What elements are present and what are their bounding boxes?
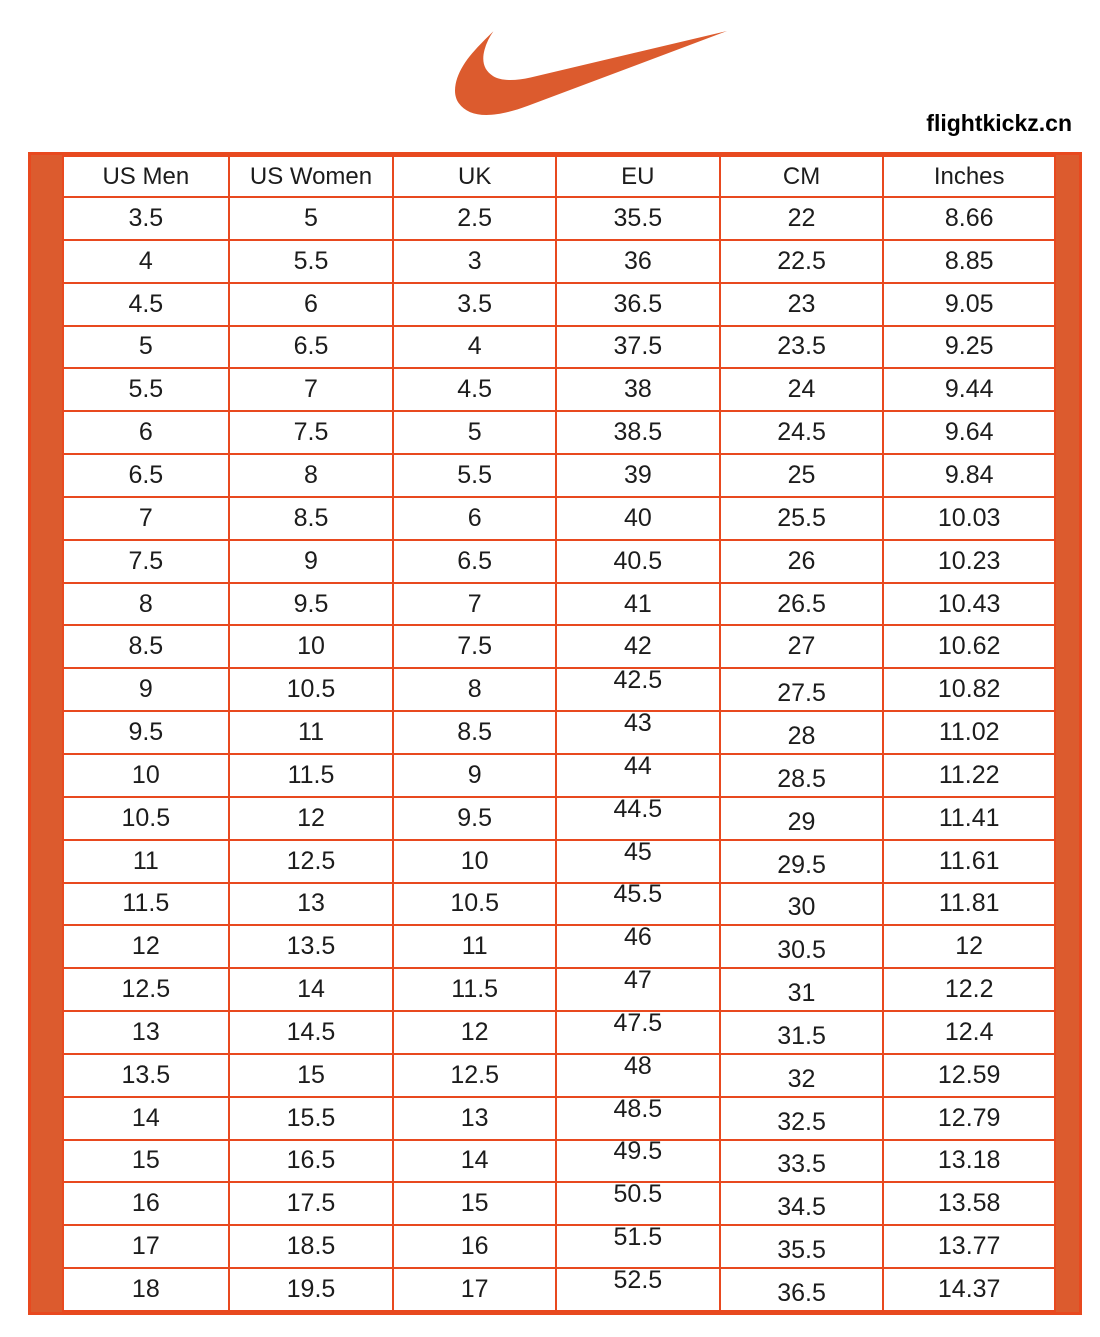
table-row bbox=[63, 925, 1055, 968]
site-watermark: flightkickz.cn bbox=[926, 110, 1072, 136]
size-cell: 11.5 bbox=[229, 754, 394, 797]
size-cell: 15 bbox=[229, 1054, 394, 1097]
size-cell: 8 bbox=[393, 668, 556, 711]
size-cell: 28 bbox=[720, 711, 884, 754]
size-cell: 17 bbox=[63, 1225, 229, 1268]
size-cell: 31.5 bbox=[720, 1011, 884, 1054]
size-cell: 9.5 bbox=[393, 797, 556, 840]
size-cell: 3.5 bbox=[393, 283, 556, 326]
size-cell: 13.58 bbox=[883, 1182, 1055, 1225]
size-cell: 9.44 bbox=[883, 368, 1055, 411]
size-cell: 14 bbox=[229, 968, 394, 1011]
size-cell: 11.81 bbox=[883, 883, 1055, 926]
size-cell: 26.5 bbox=[720, 583, 884, 626]
size-cell: 9 bbox=[229, 540, 394, 583]
nike-swoosh-icon bbox=[455, 28, 727, 120]
size-cell: 36 bbox=[556, 240, 720, 283]
size-cell: 3.5 bbox=[63, 197, 229, 240]
size-cell: 9.05 bbox=[883, 283, 1055, 326]
size-cell: 6.5 bbox=[63, 454, 229, 497]
size-cell: 15.5 bbox=[229, 1097, 394, 1140]
size-cell: 35.5 bbox=[556, 197, 720, 240]
size-cell: 31 bbox=[720, 968, 884, 1011]
size-cell: 10 bbox=[63, 754, 229, 797]
size-conversion-table bbox=[62, 155, 1056, 1312]
size-cell: 12 bbox=[63, 925, 229, 968]
size-cell: 44.5 bbox=[556, 797, 720, 840]
size-cell: 12.79 bbox=[883, 1097, 1055, 1140]
table-row bbox=[63, 1268, 1055, 1311]
size-cell: 30 bbox=[720, 883, 884, 926]
size-cell: 38 bbox=[556, 368, 720, 411]
table-row bbox=[63, 454, 1055, 497]
size-cell: 43 bbox=[556, 711, 720, 754]
size-cell: 11.61 bbox=[883, 840, 1055, 883]
column-header-inches: Inches bbox=[883, 156, 1055, 197]
size-cell: 17.5 bbox=[229, 1182, 394, 1225]
size-cell: 5.5 bbox=[63, 368, 229, 411]
column-header-us-men: US Men bbox=[63, 156, 229, 197]
size-cell: 52.5 bbox=[556, 1268, 720, 1311]
size-cell: 9.64 bbox=[883, 411, 1055, 454]
size-cell: 5.5 bbox=[229, 240, 394, 283]
size-cell: 10 bbox=[393, 840, 556, 883]
table-row bbox=[63, 968, 1055, 1011]
table-header bbox=[63, 156, 1055, 197]
size-cell: 7.5 bbox=[393, 625, 556, 668]
size-cell: 6.5 bbox=[229, 326, 394, 369]
table-row bbox=[63, 1011, 1055, 1054]
table-row bbox=[63, 797, 1055, 840]
size-cell: 44 bbox=[556, 754, 720, 797]
table-body bbox=[63, 197, 1055, 1311]
table-row bbox=[63, 1182, 1055, 1225]
table-row bbox=[63, 711, 1055, 754]
column-header-eu: EU bbox=[556, 156, 720, 197]
size-cell: 41 bbox=[556, 583, 720, 626]
table-row bbox=[63, 668, 1055, 711]
size-cell: 6.5 bbox=[393, 540, 556, 583]
size-cell: 11.5 bbox=[393, 968, 556, 1011]
size-cell: 42.5 bbox=[556, 668, 720, 711]
table-row bbox=[63, 1140, 1055, 1183]
table-row bbox=[63, 625, 1055, 668]
size-cell: 14 bbox=[393, 1140, 556, 1183]
table-row bbox=[63, 1097, 1055, 1140]
size-cell: 7 bbox=[229, 368, 394, 411]
size-cell: 11 bbox=[229, 711, 394, 754]
size-cell: 38.5 bbox=[556, 411, 720, 454]
size-cell: 22 bbox=[720, 197, 884, 240]
size-cell: 9.5 bbox=[229, 583, 394, 626]
size-cell: 11.02 bbox=[883, 711, 1055, 754]
size-cell: 14.5 bbox=[229, 1011, 394, 1054]
size-cell: 42 bbox=[556, 625, 720, 668]
size-cell: 16.5 bbox=[229, 1140, 394, 1183]
size-cell: 45 bbox=[556, 840, 720, 883]
size-cell: 35.5 bbox=[720, 1225, 884, 1268]
size-cell: 8.66 bbox=[883, 197, 1055, 240]
size-cell: 7 bbox=[393, 583, 556, 626]
size-cell: 5 bbox=[63, 326, 229, 369]
size-cell: 12.5 bbox=[393, 1054, 556, 1097]
table-row bbox=[63, 883, 1055, 926]
size-cell: 8.5 bbox=[63, 625, 229, 668]
table-row bbox=[63, 540, 1055, 583]
size-cell: 13.77 bbox=[883, 1225, 1055, 1268]
size-cell: 19.5 bbox=[229, 1268, 394, 1311]
left-accent-bar bbox=[31, 155, 62, 1312]
size-cell: 25 bbox=[720, 454, 884, 497]
table-row bbox=[63, 754, 1055, 797]
size-cell: 4.5 bbox=[63, 283, 229, 326]
size-cell: 12.5 bbox=[63, 968, 229, 1011]
size-cell: 51.5 bbox=[556, 1225, 720, 1268]
size-cell: 12 bbox=[883, 925, 1055, 968]
size-cell: 12 bbox=[229, 797, 394, 840]
size-cell: 15 bbox=[63, 1140, 229, 1183]
table-row bbox=[63, 583, 1055, 626]
size-cell: 5 bbox=[393, 411, 556, 454]
size-cell: 13 bbox=[229, 883, 394, 926]
size-cell: 8.5 bbox=[229, 497, 394, 540]
size-cell: 24.5 bbox=[720, 411, 884, 454]
column-header-uk: UK bbox=[393, 156, 556, 197]
size-cell: 6 bbox=[63, 411, 229, 454]
size-cell: 7.5 bbox=[229, 411, 394, 454]
size-cell: 9.25 bbox=[883, 326, 1055, 369]
size-cell: 4 bbox=[393, 326, 556, 369]
header-row bbox=[63, 156, 1055, 197]
size-cell: 40.5 bbox=[556, 540, 720, 583]
size-cell: 34.5 bbox=[720, 1182, 884, 1225]
right-accent-bar bbox=[1056, 155, 1079, 1312]
size-cell: 10.5 bbox=[393, 883, 556, 926]
size-cell: 30.5 bbox=[720, 925, 884, 968]
table-row bbox=[63, 326, 1055, 369]
size-cell: 12.5 bbox=[229, 840, 394, 883]
size-cell: 16 bbox=[393, 1225, 556, 1268]
size-cell: 8.85 bbox=[883, 240, 1055, 283]
column-header-cm: CM bbox=[720, 156, 884, 197]
size-cell: 47 bbox=[556, 968, 720, 1011]
size-cell: 2.5 bbox=[393, 197, 556, 240]
size-cell: 10.43 bbox=[883, 583, 1055, 626]
size-cell: 5 bbox=[229, 197, 394, 240]
size-cell: 37.5 bbox=[556, 326, 720, 369]
table-row bbox=[63, 497, 1055, 540]
size-cell: 8.5 bbox=[393, 711, 556, 754]
size-cell: 4.5 bbox=[393, 368, 556, 411]
size-cell: 36.5 bbox=[556, 283, 720, 326]
size-cell: 40 bbox=[556, 497, 720, 540]
size-cell: 4 bbox=[63, 240, 229, 283]
size-cell: 45.5 bbox=[556, 883, 720, 926]
size-cell: 12.2 bbox=[883, 968, 1055, 1011]
table-row bbox=[63, 840, 1055, 883]
size-cell: 26 bbox=[720, 540, 884, 583]
size-cell: 11 bbox=[63, 840, 229, 883]
size-cell: 24 bbox=[720, 368, 884, 411]
size-cell: 10.03 bbox=[883, 497, 1055, 540]
size-cell: 27.5 bbox=[720, 668, 884, 711]
size-cell: 8 bbox=[229, 454, 394, 497]
size-cell: 28.5 bbox=[720, 754, 884, 797]
size-cell: 50.5 bbox=[556, 1182, 720, 1225]
size-chart-frame bbox=[28, 152, 1082, 1315]
size-cell: 13 bbox=[63, 1011, 229, 1054]
size-cell: 9.5 bbox=[63, 711, 229, 754]
size-cell: 10.5 bbox=[229, 668, 394, 711]
size-cell: 18 bbox=[63, 1268, 229, 1311]
table-row bbox=[63, 1054, 1055, 1097]
size-cell: 23.5 bbox=[720, 326, 884, 369]
size-cell: 13.18 bbox=[883, 1140, 1055, 1183]
size-cell: 6 bbox=[393, 497, 556, 540]
size-cell: 12 bbox=[393, 1011, 556, 1054]
size-cell: 7.5 bbox=[63, 540, 229, 583]
size-cell: 23 bbox=[720, 283, 884, 326]
size-cell: 11.5 bbox=[63, 883, 229, 926]
size-cell: 9.84 bbox=[883, 454, 1055, 497]
size-cell: 15 bbox=[393, 1182, 556, 1225]
size-cell: 10.23 bbox=[883, 540, 1055, 583]
size-cell: 9 bbox=[63, 668, 229, 711]
size-cell: 13.5 bbox=[229, 925, 394, 968]
size-cell: 18.5 bbox=[229, 1225, 394, 1268]
size-cell: 10.5 bbox=[63, 797, 229, 840]
size-cell: 11.22 bbox=[883, 754, 1055, 797]
size-cell: 9 bbox=[393, 754, 556, 797]
size-cell: 12.4 bbox=[883, 1011, 1055, 1054]
size-cell: 36.5 bbox=[720, 1268, 884, 1311]
size-cell: 14.37 bbox=[883, 1268, 1055, 1311]
size-cell: 10 bbox=[229, 625, 394, 668]
size-cell: 6 bbox=[229, 283, 394, 326]
size-cell: 22.5 bbox=[720, 240, 884, 283]
size-cell: 8 bbox=[63, 583, 229, 626]
table-row bbox=[63, 197, 1055, 240]
size-cell: 32.5 bbox=[720, 1097, 884, 1140]
size-cell: 46 bbox=[556, 925, 720, 968]
size-cell: 25.5 bbox=[720, 497, 884, 540]
table-row bbox=[63, 368, 1055, 411]
size-cell: 29.5 bbox=[720, 840, 884, 883]
size-cell: 47.5 bbox=[556, 1011, 720, 1054]
size-cell: 11 bbox=[393, 925, 556, 968]
column-header-us-women: US Women bbox=[229, 156, 394, 197]
size-cell: 10.62 bbox=[883, 625, 1055, 668]
size-cell: 27 bbox=[720, 625, 884, 668]
size-cell: 11.41 bbox=[883, 797, 1055, 840]
table-row bbox=[63, 283, 1055, 326]
size-cell: 3 bbox=[393, 240, 556, 283]
size-cell: 14 bbox=[63, 1097, 229, 1140]
size-cell: 10.82 bbox=[883, 668, 1055, 711]
table-row bbox=[63, 1225, 1055, 1268]
size-cell: 16 bbox=[63, 1182, 229, 1225]
size-cell: 32 bbox=[720, 1054, 884, 1097]
table-row bbox=[63, 240, 1055, 283]
size-cell: 29 bbox=[720, 797, 884, 840]
size-cell: 39 bbox=[556, 454, 720, 497]
size-cell: 48 bbox=[556, 1054, 720, 1097]
size-cell: 48.5 bbox=[556, 1097, 720, 1140]
size-cell: 33.5 bbox=[720, 1140, 884, 1183]
size-cell: 7 bbox=[63, 497, 229, 540]
size-cell: 49.5 bbox=[556, 1140, 720, 1183]
table-row bbox=[63, 411, 1055, 454]
size-cell: 13 bbox=[393, 1097, 556, 1140]
size-cell: 5.5 bbox=[393, 454, 556, 497]
size-cell: 12.59 bbox=[883, 1054, 1055, 1097]
size-cell: 17 bbox=[393, 1268, 556, 1311]
size-cell: 13.5 bbox=[63, 1054, 229, 1097]
nike-logo bbox=[455, 28, 727, 120]
